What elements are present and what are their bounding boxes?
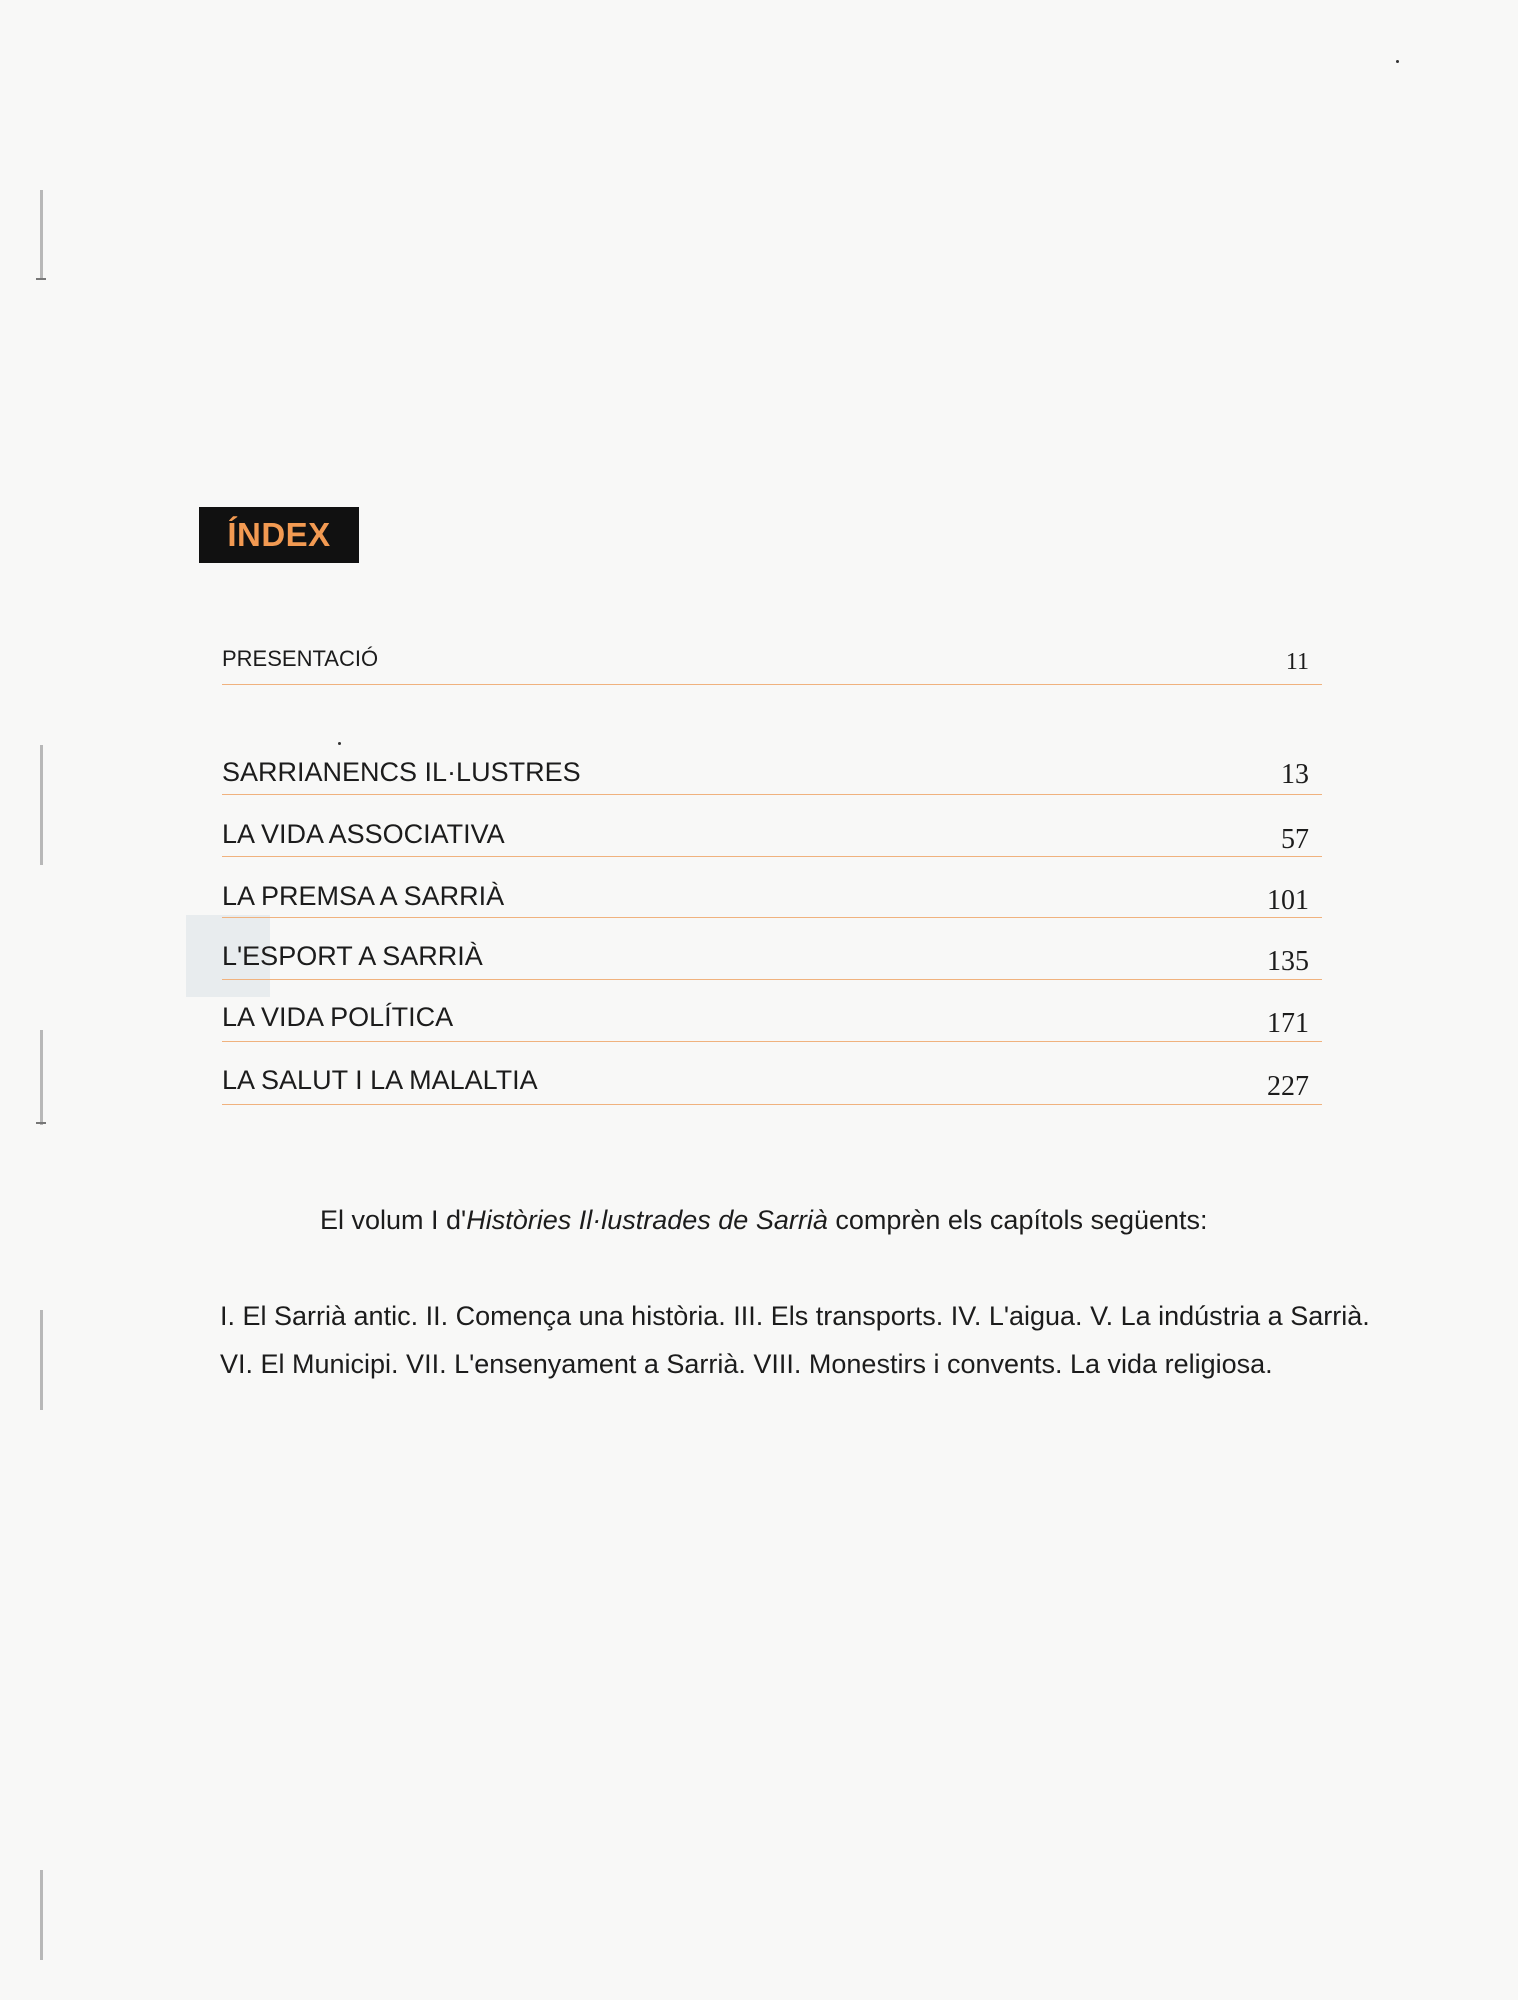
toc-row <box>222 644 1322 685</box>
binding-mark <box>40 1030 43 1125</box>
chapter-list-line: VI. El Municipi. VII. L'ensenyament a Sarrià. VIII. Monestirs i convents. La vida religiosa. <box>220 1349 1273 1379</box>
index-badge <box>199 507 359 563</box>
index-title: ÍNDEX <box>227 516 331 553</box>
binding-tick <box>36 1122 46 1124</box>
volume-note-suffix: comprèn els capítols següents: <box>827 1205 1208 1235</box>
toc-page-number: 135 <box>1267 946 1309 977</box>
toc-page-number: 57 <box>1281 824 1309 855</box>
toc-row <box>222 752 1322 795</box>
toc-row <box>222 938 1322 980</box>
toc-title: L'ESPORT A SARRIÀ <box>222 941 483 971</box>
toc-page-number: 13 <box>1281 759 1309 790</box>
toc-page-number: 101 <box>1267 885 1309 916</box>
toc-row <box>222 1000 1322 1042</box>
toc-page-number: 227 <box>1267 1071 1309 1102</box>
binding-mark <box>40 1870 43 1960</box>
speck <box>1396 60 1399 63</box>
volume-note <box>320 1205 1208 1236</box>
toc-title: LA VIDA POLÍTICA <box>222 1002 454 1032</box>
toc-title: LA PREMSA A SARRIÀ <box>222 881 505 911</box>
toc-title: LA SALUT I LA MALALTIA <box>222 1065 538 1095</box>
toc-row <box>222 876 1322 918</box>
toc-title: PRESENTACIÓ <box>222 646 379 671</box>
toc-title: LA VIDA ASSOCIATIVA <box>222 819 505 849</box>
chapter-list-line: I. El Sarrià antic. II. Comença una història. III. Els transports. IV. L'aigua. V. La indústria a Sarrià. <box>220 1301 1370 1331</box>
toc-row <box>222 1062 1322 1105</box>
toc-page-number: 171 <box>1267 1008 1309 1039</box>
toc-page-number: 11 <box>1285 649 1309 675</box>
toc-row <box>222 814 1322 857</box>
toc-title: SARRIANENCS IL·LUSTRES <box>222 757 581 787</box>
binding-mark <box>40 745 43 865</box>
volume-note-title: Històries Il·lustrades de Sarrià <box>466 1205 828 1235</box>
volume-note-prefix: El volum I d' <box>320 1205 467 1235</box>
binding-mark <box>40 190 43 280</box>
binding-tick <box>36 278 46 280</box>
binding-mark <box>40 1310 43 1410</box>
speck <box>338 742 341 745</box>
